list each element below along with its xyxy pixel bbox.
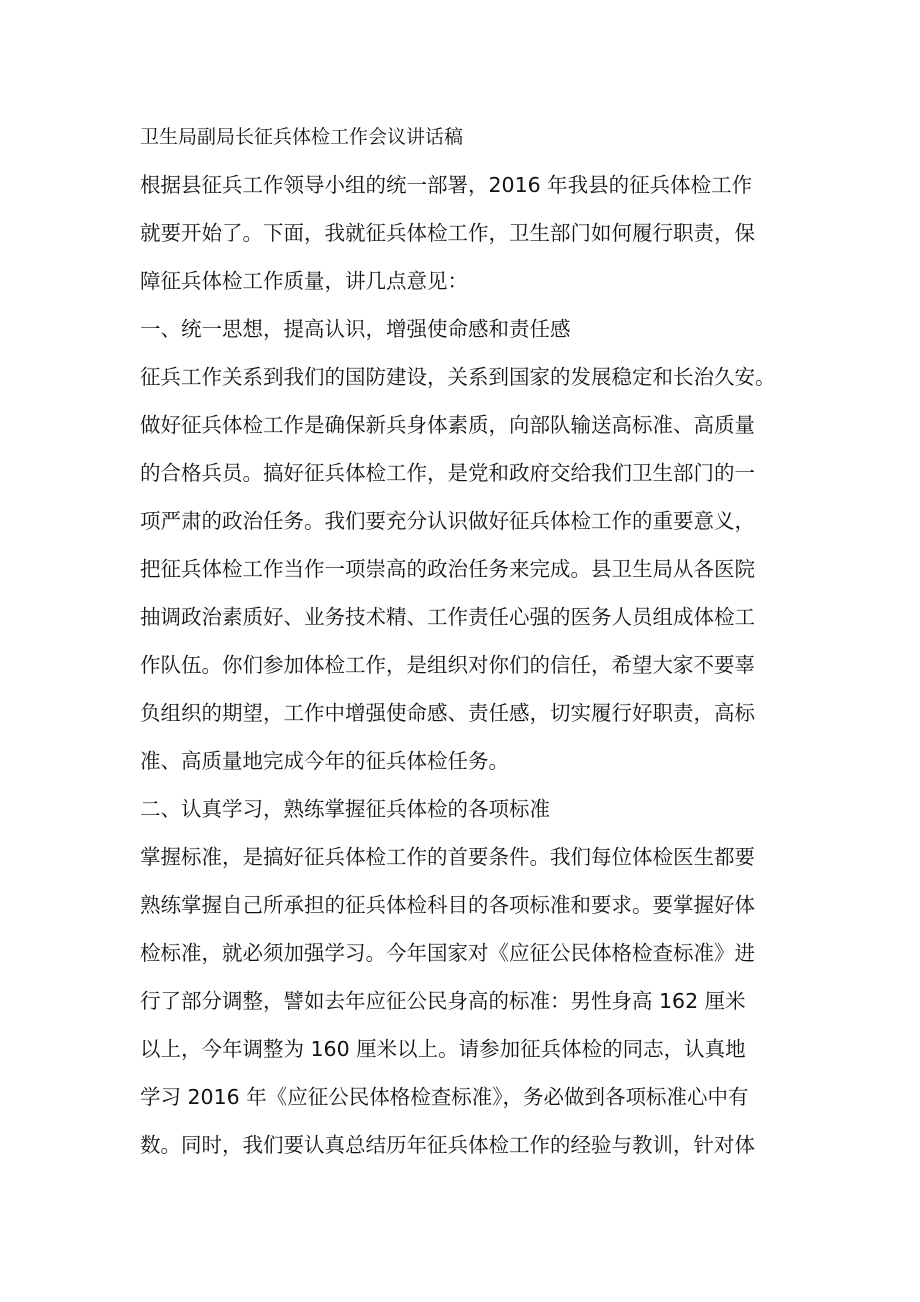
paragraph-line: 熟练掌握自己所承担的征兵体检科目的各项标准和要求。要掌握好体: [140, 893, 755, 917]
paragraph-line: 根据县征兵工作领导小组的统一部署，2016 年我县的征兵体检工作: [140, 173, 753, 197]
section-heading-1: 一、统一思想，提高认识，增强使命感和责任感: [140, 317, 571, 341]
paragraph-line: 学习 2016 年《应征公民体格检查标准》，务必做到各项标准心中有: [140, 1085, 749, 1109]
paragraph-line: 负组织的期望，工作中增强使命感、责任感，切实履行好职责，高标: [140, 701, 755, 725]
paragraph-line: 障征兵体检工作质量，讲几点意见：: [140, 269, 468, 293]
paragraph-line: 行了部分调整，譬如去年应征公民身高的标准：男性身高 162 厘米: [140, 989, 746, 1013]
paragraph-line: 作队伍。你们参加体检工作，是组织对你们的信任，希望大家不要辜: [140, 653, 755, 677]
paragraph-line: 抽调政治素质好、业务技术精、工作责任心强的医务人员组成体检工: [140, 605, 755, 629]
paragraph-line: 就要开始了。下面，我就征兵体检工作，卫生部门如何履行职责，保: [140, 221, 755, 245]
paragraph-line: 检标准，就必须加强学习。今年国家对《应征公民体格检查标准》进: [140, 941, 755, 965]
paragraph-line: 征兵工作关系到我们的国防建设，关系到国家的发展稳定和长治久安。: [140, 365, 776, 389]
paragraph-line: 的合格兵员。搞好征兵体检工作，是党和政府交给我们卫生部门的一: [140, 461, 755, 485]
paragraph-line: 项严肃的政治任务。我们要充分认识做好征兵体检工作的重要意义，: [140, 509, 755, 533]
section-heading-2: 二、认真学习，熟练掌握征兵体检的各项标准: [140, 797, 550, 821]
paragraph-line: 掌握标准，是搞好征兵体检工作的首要条件。我们每位体检医生都要: [140, 845, 755, 869]
paragraph-line: 准、高质量地完成今年的征兵体检任务。: [140, 749, 509, 773]
paragraph-line: 以上，今年调整为 160 厘米以上。请参加征兵体检的同志，认真地: [140, 1037, 746, 1061]
paragraph-line: 把征兵体检工作当作一项崇高的政治任务来完成。县卫生局从各医院: [140, 557, 755, 581]
paragraph-line: 做好征兵体检工作是确保新兵身体素质，向部队输送高标准、高质量: [140, 413, 755, 437]
document-title: 卫生局副局长征兵体检工作会议讲话稿: [140, 126, 464, 148]
paragraph-line: 数。同时，我们要认真总结历年征兵体检工作的经验与教训，针对体: [140, 1133, 755, 1157]
